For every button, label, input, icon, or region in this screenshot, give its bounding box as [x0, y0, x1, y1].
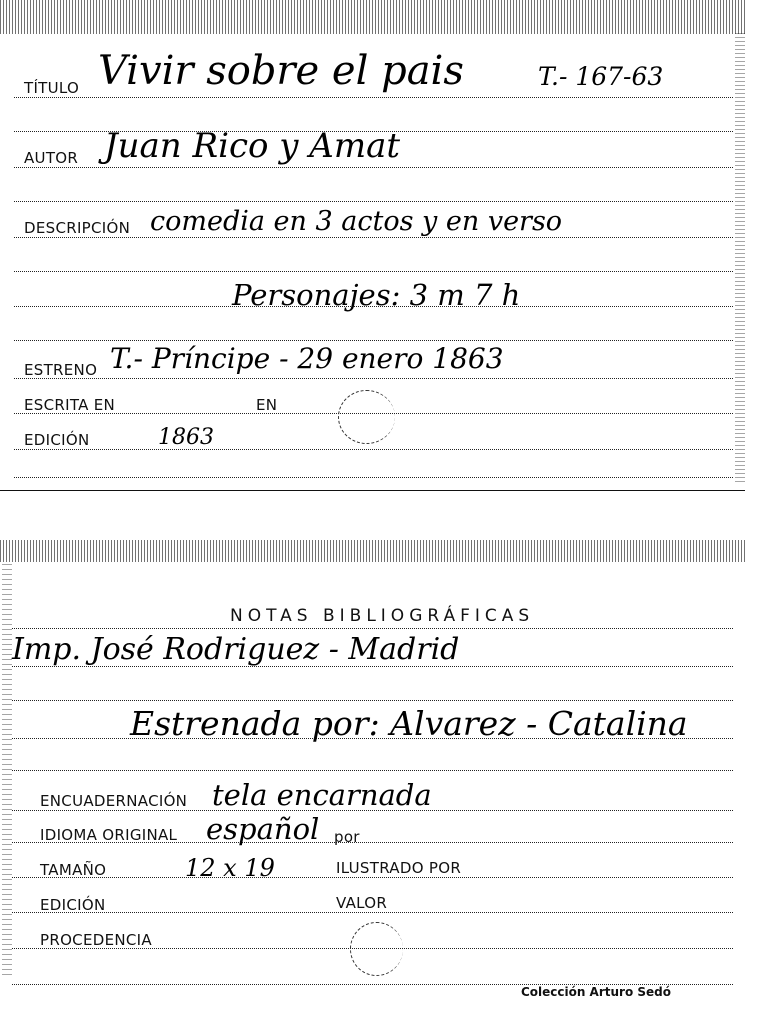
estreno-value: T.- Príncipe - 29 enero 1863 — [110, 342, 504, 375]
descripcion-value: comedia en 3 actos y en verso — [150, 206, 563, 237]
idioma-original-value: español — [206, 812, 320, 846]
stamp-blot — [338, 390, 395, 444]
ilustrado-por-label: ILUSTRADO POR — [336, 859, 462, 877]
dotted-rule — [14, 477, 733, 478]
valor-label: VALOR — [336, 894, 388, 912]
edicion-label: EDICIÓN — [40, 896, 106, 914]
dotted-rule — [14, 97, 733, 98]
procedencia-label: PROCEDENCIA — [40, 931, 152, 949]
dotted-rule — [14, 340, 733, 341]
dotted-rule — [14, 237, 733, 238]
personajes-value: Personajes: 3 m 7 h — [232, 278, 521, 312]
dotted-rule — [14, 271, 733, 272]
edicion-value: 1863 — [158, 425, 214, 450]
encuadernacion-label: ENCUADERNACIÓN — [40, 792, 188, 810]
card-bottom-edge — [0, 490, 745, 491]
dotted-rule — [12, 700, 733, 701]
card-scan-noise — [0, 540, 745, 562]
dotted-rule — [14, 449, 733, 450]
descripcion-label: DESCRIPCIÓN — [24, 219, 131, 237]
por-label: por — [334, 828, 360, 846]
note-premiere: Estrenada por: Alvarez - Catalina — [130, 704, 688, 743]
dotted-rule — [14, 201, 733, 202]
titulo-value: Vivir sobre el pais — [98, 48, 464, 94]
dotted-rule — [12, 770, 733, 771]
estreno-label: ESTRENO — [24, 361, 98, 379]
catalog-card-top — [0, 0, 745, 492]
notas-heading: NOTAS BIBLIOGRÁFICAS — [230, 606, 535, 626]
catalog-card-bottom — [0, 540, 745, 1025]
card-edge-noise — [2, 562, 12, 975]
note-printer: Imp. José Rodriguez - Madrid — [12, 632, 460, 667]
tamano-value: 12 x 19 — [185, 854, 275, 882]
card-scan-noise — [0, 0, 745, 34]
dotted-rule — [12, 912, 733, 913]
collection-footer: Colección Arturo Sedó — [520, 985, 671, 999]
card-edge-noise — [735, 30, 745, 482]
autor-label: AUTOR — [24, 149, 79, 167]
dotted-rule — [12, 877, 733, 878]
idioma-original-label: IDIOMA ORIGINAL — [40, 826, 178, 844]
edicion-label: EDICIÓN — [24, 431, 90, 449]
dotted-rule — [12, 628, 733, 629]
dotted-rule — [14, 167, 733, 168]
escrita-en-label: ESCRITA EN — [24, 396, 116, 414]
autor-value: Juan Rico y Amat — [104, 126, 401, 166]
tamano-label: TAMAÑO — [40, 861, 107, 879]
titulo-label: TÍTULO — [24, 79, 80, 97]
stamp-blot — [350, 922, 403, 976]
en-label: EN — [256, 396, 278, 414]
catalog-number: T.- 167-63 — [538, 62, 664, 91]
dotted-rule — [14, 378, 733, 379]
encuadernacion-value: tela encarnada — [212, 778, 432, 812]
